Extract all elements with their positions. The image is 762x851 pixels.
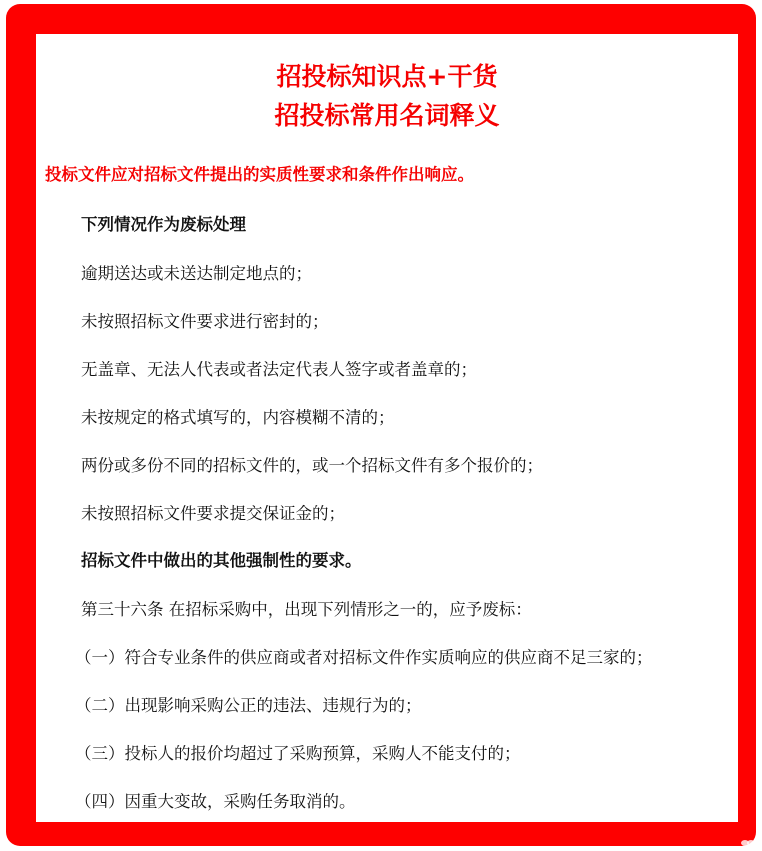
list-item: 两份或多份不同的招标文件的，或一个招标文件有多个报价的；: [81, 456, 543, 475]
red-frame: [6, 4, 756, 846]
page-title-line-2: 招投标常用名词释义: [274, 101, 500, 130]
list-item: 无盖章、无法人代表或者法定代表人签字或者盖章的；: [81, 360, 477, 379]
corner-mark-icon: [740, 839, 756, 847]
article-36: 第三十六条 在招标采购中，出现下列情形之一的，应予废标：: [81, 600, 532, 619]
list-item: 未按规定的格式填写的，内容模糊不清的；: [81, 408, 395, 427]
page-title-line-1: 招投标知识点+干货: [276, 62, 498, 91]
content-card: [36, 34, 738, 822]
list-item: 逾期送达或未送达制定地点的；: [81, 264, 312, 283]
list-item: （一）符合专业条件的供应商或者对招标文件作实质响应的供应商不足三家的；: [75, 648, 653, 667]
intro-statement: 投标文件应对招标文件提出的实质性要求和条件作出响应。: [45, 165, 474, 184]
list-item: （二）出现影响采购公正的违法、违规行为的；: [75, 696, 422, 715]
list-item: （三）投标人的报价均超过了采购预算，采购人不能支付的；: [75, 744, 521, 763]
list-item: （四）因重大变故，采购任务取消的。: [75, 792, 356, 811]
list-item: 未按照招标文件要求提交保证金的；: [81, 504, 345, 523]
list-item: 未按照招标文件要求进行密封的；: [81, 312, 329, 331]
section-heading-mandatory: 招标文件中做出的其他强制性的要求。: [81, 551, 362, 570]
section-heading-invalid-bids: 下列情况作为废标处理: [81, 215, 246, 234]
